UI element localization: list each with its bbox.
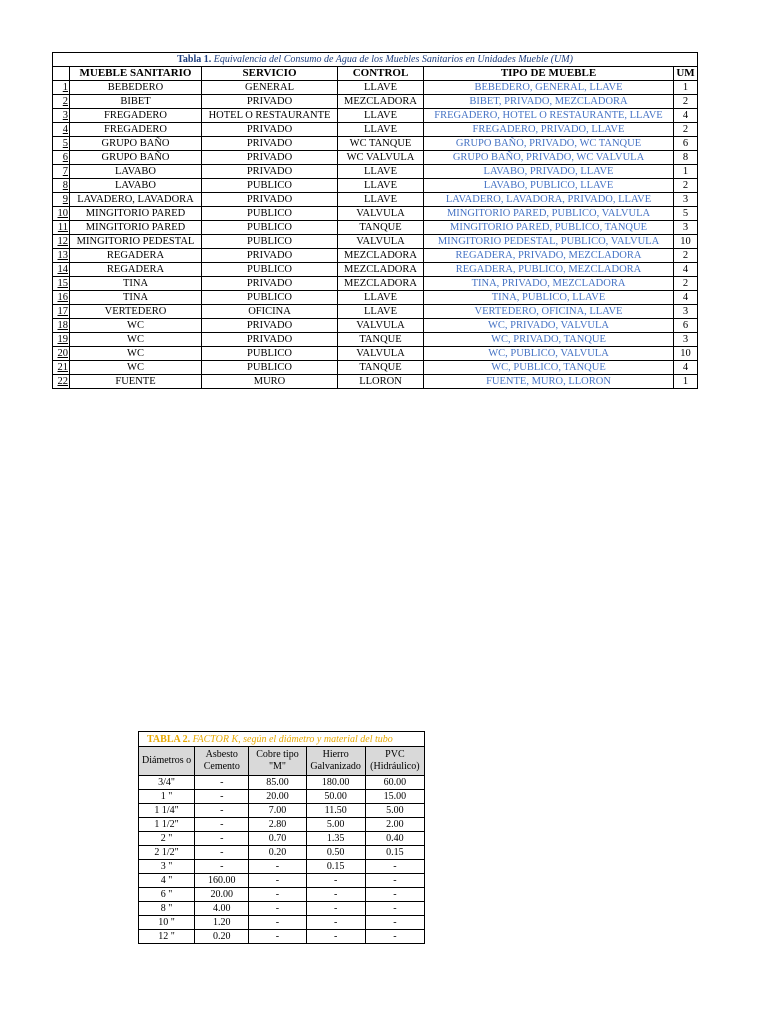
control-cell: LLAVE [338,123,424,137]
mueble-cell: MINGITORIO PARED [70,207,202,221]
table1-row [53,333,698,347]
row-index: 16 [53,291,70,305]
um-cell: 4 [674,263,698,277]
um-cell: 10 [674,347,698,361]
servicio-cell: PRIVADO [202,249,338,263]
pvc-cell: 2.00 [365,818,424,832]
table2-row [139,846,425,860]
table1-row [53,137,698,151]
mueble-cell: REGADERA [70,249,202,263]
diametro-cell: 4 " [139,874,195,888]
control-cell: WC VALVULA [338,151,424,165]
row-index: 3 [53,109,70,123]
table1-row [53,263,698,277]
tipo-cell: WC, PRIVADO, TANQUE [424,333,674,347]
tipo-cell: BIBET, PRIVADO, MEZCLADORA [424,95,674,109]
servicio-cell: MURO [202,375,338,389]
row-index: 9 [53,193,70,207]
diametro-cell: 1 1/2" [139,818,195,832]
table2-header-hierro: Hierro Galvanizado [306,747,365,776]
row-index: 13 [53,249,70,263]
servicio-cell: PUBLICO [202,361,338,375]
hierro-cell: - [306,916,365,930]
cobre-cell: 85.00 [249,776,306,790]
control-cell: TANQUE [338,361,424,375]
table2-row [139,804,425,818]
table1-header-row [53,67,698,81]
table1-row [53,81,698,95]
table1-row [53,347,698,361]
table2-row [139,776,425,790]
um-cell: 1 [674,165,698,179]
tipo-cell: FREGADERO, HOTEL O RESTAURANTE, LLAVE [424,109,674,123]
table1-row [53,109,698,123]
cobre-cell: - [249,930,306,944]
pvc-cell: 0.15 [365,846,424,860]
table1-index-header [53,67,70,81]
diametro-cell: 8 " [139,902,195,916]
mueble-cell: MINGITORIO PARED [70,221,202,235]
pvc-cell: 0.40 [365,832,424,846]
servicio-cell: PUBLICO [202,291,338,305]
table1-row [53,375,698,389]
table1-row [53,305,698,319]
table2-row [139,874,425,888]
table1-caption-text: Equivalencia del Consumo de Agua de los Muebles Sanitarios en Unidades Mueble (UM) [213,54,573,65]
um-cell: 2 [674,123,698,137]
mueble-cell: TINA [70,291,202,305]
servicio-cell: PUBLICO [202,221,338,235]
table1-row [53,221,698,235]
row-index: 8 [53,179,70,193]
table2-header-pvc: PVC (Hidráulico) [365,747,424,776]
diametro-cell: 2 " [139,832,195,846]
control-cell: MEZCLADORA [338,95,424,109]
um-cell: 2 [674,277,698,291]
mueble-cell: FREGADERO [70,109,202,123]
servicio-cell: PRIVADO [202,165,338,179]
table1-row [53,319,698,333]
um-cell: 5 [674,207,698,221]
row-index: 19 [53,333,70,347]
control-cell: LLAVE [338,305,424,319]
control-cell: MEZCLADORA [338,249,424,263]
mueble-cell: BEBEDERO [70,81,202,95]
asbesto-cell: - [195,776,249,790]
mueble-cell: WC [70,361,202,375]
tipo-cell: GRUPO BAÑO, PRIVADO, WC VALVULA [424,151,674,165]
um-cell: 1 [674,375,698,389]
mueble-cell: FUENTE [70,375,202,389]
cobre-cell: - [249,888,306,902]
table1-caption [53,53,698,67]
servicio-cell: PRIVADO [202,123,338,137]
diametro-cell: 12 " [139,930,195,944]
asbesto-cell: - [195,790,249,804]
mueble-cell: LAVABO [70,179,202,193]
table1-row [53,151,698,165]
asbesto-cell: - [195,846,249,860]
um-cell: 3 [674,333,698,347]
servicio-cell: PRIVADO [202,319,338,333]
servicio-cell: PRIVADO [202,137,338,151]
um-cell: 2 [674,179,698,193]
table1-row [53,193,698,207]
table1-row [53,123,698,137]
row-index: 20 [53,347,70,361]
servicio-cell: PRIVADO [202,95,338,109]
table2-header-cobre: Cobre tipo "M" [249,747,306,776]
row-index: 11 [53,221,70,235]
hierro-cell: 0.15 [306,860,365,874]
pvc-cell: - [365,888,424,902]
mueble-cell: WC [70,319,202,333]
pvc-cell: 15.00 [365,790,424,804]
table2-header-asbesto: Asbesto Cemento [195,747,249,776]
cobre-cell: 20.00 [249,790,306,804]
asbesto-cell: 1.20 [195,916,249,930]
hierro-cell: 1.35 [306,832,365,846]
tipo-cell: REGADERA, PRIVADO, MEZCLADORA [424,249,674,263]
diametro-cell: 3/4" [139,776,195,790]
table1-row [53,95,698,109]
table2-row [139,818,425,832]
pvc-cell: - [365,874,424,888]
control-cell: VALVULA [338,347,424,361]
table2-header-diametros: Diámetros o [139,747,195,776]
pvc-cell: 60.00 [365,776,424,790]
control-cell: VALVULA [338,207,424,221]
row-index: 5 [53,137,70,151]
table1-header-control: CONTROL [338,67,424,81]
mueble-cell: VERTEDERO [70,305,202,319]
pvc-cell: - [365,860,424,874]
row-index: 2 [53,95,70,109]
hierro-cell: 11.50 [306,804,365,818]
asbesto-cell: 20.00 [195,888,249,902]
row-index: 1 [53,81,70,95]
mueble-cell: GRUPO BAÑO [70,151,202,165]
tipo-cell: WC, PUBLICO, VALVULA [424,347,674,361]
servicio-cell: PRIVADO [202,277,338,291]
mueble-cell: WC [70,333,202,347]
cobre-cell: 0.70 [249,832,306,846]
table2-caption [139,732,425,747]
table1-caption-label: Tabla 1. [177,54,212,65]
asbesto-cell: 0.20 [195,930,249,944]
tipo-cell: MINGITORIO PARED, PUBLICO, TANQUE [424,221,674,235]
mueble-cell: BIBET [70,95,202,109]
table2-row [139,860,425,874]
row-index: 22 [53,375,70,389]
um-cell: 4 [674,109,698,123]
tipo-cell: LAVABO, PUBLICO, LLAVE [424,179,674,193]
tipo-cell: WC, PUBLICO, TANQUE [424,361,674,375]
tipo-cell: TINA, PUBLICO, LLAVE [424,291,674,305]
servicio-cell: PUBLICO [202,179,338,193]
table1-row [53,179,698,193]
cobre-cell: - [249,860,306,874]
um-cell: 6 [674,137,698,151]
mueble-cell: GRUPO BAÑO [70,137,202,151]
diametro-cell: 2 1/2" [139,846,195,860]
pvc-cell: - [365,902,424,916]
table2-row [139,832,425,846]
control-cell: MEZCLADORA [338,263,424,277]
um-cell: 6 [674,319,698,333]
table2-caption-text: FACTOR K, según el diámetro y material del tubo [192,733,393,745]
servicio-cell: PUBLICO [202,347,338,361]
row-index: 6 [53,151,70,165]
table1-row [53,249,698,263]
tipo-cell: VERTEDERO, OFICINA, LLAVE [424,305,674,319]
diametro-cell: 3 " [139,860,195,874]
um-cell: 2 [674,95,698,109]
tipo-cell: WC, PRIVADO, VALVULA [424,319,674,333]
servicio-cell: GENERAL [202,81,338,95]
cobre-cell: - [249,916,306,930]
tipo-cell: FREGADERO, PRIVADO, LLAVE [424,123,674,137]
diametro-cell: 1 1/4" [139,804,195,818]
um-cell: 4 [674,361,698,375]
row-index: 7 [53,165,70,179]
control-cell: LLAVE [338,81,424,95]
asbesto-cell: - [195,832,249,846]
servicio-cell: PUBLICO [202,207,338,221]
servicio-cell: PUBLICO [202,263,338,277]
servicio-cell: OFICINA [202,305,338,319]
row-index: 10 [53,207,70,221]
tipo-cell: BEBEDERO, GENERAL, LLAVE [424,81,674,95]
table1-row [53,207,698,221]
tipo-cell: LAVADERO, LAVADORA, PRIVADO, LLAVE [424,193,674,207]
um-cell: 4 [674,291,698,305]
row-index: 4 [53,123,70,137]
cobre-cell: 0.20 [249,846,306,860]
hierro-cell: 5.00 [306,818,365,832]
control-cell: LLORON [338,375,424,389]
row-index: 15 [53,277,70,291]
control-cell: LLAVE [338,193,424,207]
control-cell: VALVULA [338,235,424,249]
tipo-cell: REGADERA, PUBLICO, MEZCLADORA [424,263,674,277]
servicio-cell: PRIVADO [202,333,338,347]
um-cell: 3 [674,221,698,235]
um-cell: 8 [674,151,698,165]
mueble-cell: REGADERA [70,263,202,277]
control-cell: VALVULA [338,319,424,333]
tipo-cell: FUENTE, MURO, LLORON [424,375,674,389]
tipo-cell: MINGITORIO PARED, PUBLICO, VALVULA [424,207,674,221]
control-cell: LLAVE [338,165,424,179]
table-equivalencia-um [52,52,698,389]
table2-row [139,930,425,944]
um-cell: 3 [674,305,698,319]
asbesto-cell: 4.00 [195,902,249,916]
um-cell: 10 [674,235,698,249]
hierro-cell: - [306,874,365,888]
control-cell: LLAVE [338,109,424,123]
pvc-cell: - [365,930,424,944]
table2-body [139,776,425,944]
table1-header-um: UM [674,67,698,81]
asbesto-cell: - [195,818,249,832]
table1-row [53,277,698,291]
row-index: 14 [53,263,70,277]
control-cell: WC TANQUE [338,137,424,151]
asbesto-cell: - [195,804,249,818]
hierro-cell: 0.50 [306,846,365,860]
pvc-cell: 5.00 [365,804,424,818]
mueble-cell: LAVABO [70,165,202,179]
table2-row [139,902,425,916]
diametro-cell: 1 " [139,790,195,804]
hierro-cell: 50.00 [306,790,365,804]
table1-header-mueble: MUEBLE SANITARIO [70,67,202,81]
diametro-cell: 6 " [139,888,195,902]
table1-row [53,235,698,249]
tipo-cell: MINGITORIO PEDESTAL, PUBLICO, VALVULA [424,235,674,249]
tipo-cell: LAVABO, PRIVADO, LLAVE [424,165,674,179]
cobre-cell: - [249,902,306,916]
mueble-cell: FREGADERO [70,123,202,137]
control-cell: LLAVE [338,179,424,193]
mueble-cell: WC [70,347,202,361]
table2-row [139,790,425,804]
row-index: 12 [53,235,70,249]
tipo-cell: TINA, PRIVADO, MEZCLADORA [424,277,674,291]
servicio-cell: PRIVADO [202,193,338,207]
cobre-cell: 2.80 [249,818,306,832]
table2-row [139,888,425,902]
table2-caption-label: TABLA 2. [147,733,191,745]
um-cell: 3 [674,193,698,207]
row-index: 21 [53,361,70,375]
hierro-cell: - [306,930,365,944]
um-cell: 2 [674,249,698,263]
hierro-cell: - [306,888,365,902]
row-index: 17 [53,305,70,319]
servicio-cell: PRIVADO [202,151,338,165]
mueble-cell: TINA [70,277,202,291]
control-cell: TANQUE [338,333,424,347]
pvc-cell: - [365,916,424,930]
table1-row [53,291,698,305]
table2-header-row [139,747,425,776]
um-cell: 1 [674,81,698,95]
table1-row [53,165,698,179]
control-cell: MEZCLADORA [338,277,424,291]
control-cell: TANQUE [338,221,424,235]
table1-row [53,361,698,375]
diametro-cell: 10 " [139,916,195,930]
table1-body [53,81,698,389]
servicio-cell: HOTEL O RESTAURANTE [202,109,338,123]
hierro-cell: 180.00 [306,776,365,790]
table1-header-servicio: SERVICIO [202,67,338,81]
table1-header-tipo: TIPO DE MUEBLE [424,67,674,81]
cobre-cell: - [249,874,306,888]
table-factor-k [138,731,425,944]
row-index: 18 [53,319,70,333]
asbesto-cell: - [195,860,249,874]
cobre-cell: 7.00 [249,804,306,818]
table2-row [139,916,425,930]
mueble-cell: LAVADERO, LAVADORA [70,193,202,207]
hierro-cell: - [306,902,365,916]
mueble-cell: MINGITORIO PEDESTAL [70,235,202,249]
tipo-cell: GRUPO BAÑO, PRIVADO, WC TANQUE [424,137,674,151]
control-cell: LLAVE [338,291,424,305]
servicio-cell: PUBLICO [202,235,338,249]
asbesto-cell: 160.00 [195,874,249,888]
